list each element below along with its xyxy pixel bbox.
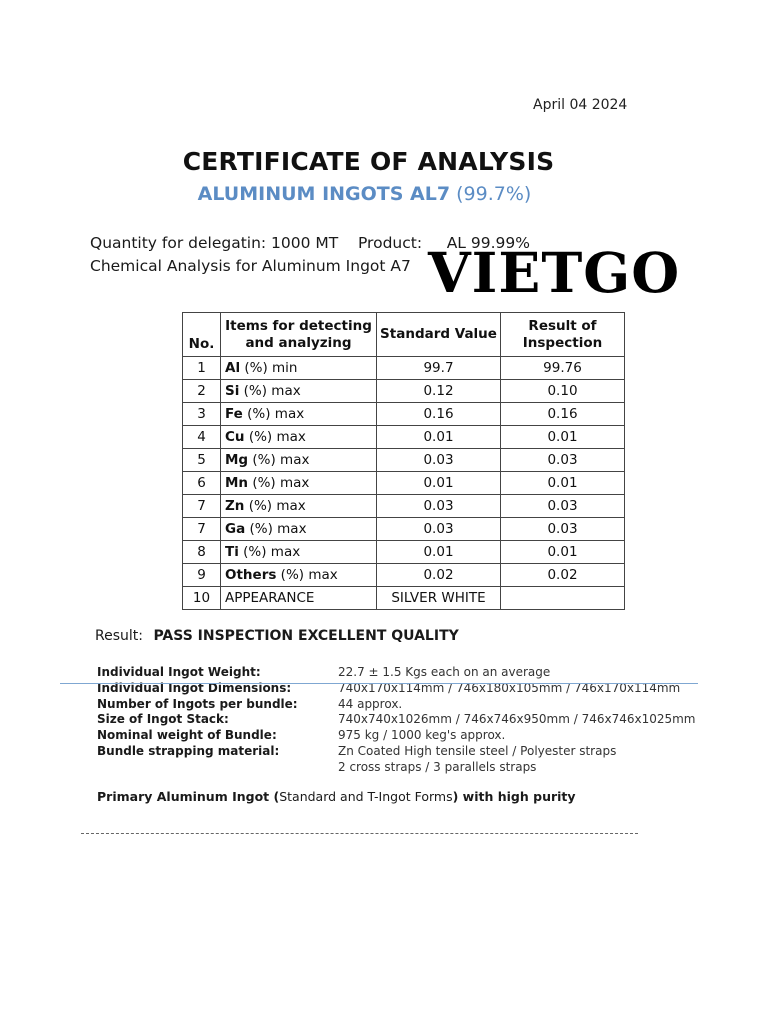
row-item: [221, 541, 377, 564]
spec-row: [97, 696, 402, 712]
inspection-result-value: 0.01: [501, 472, 625, 495]
header-item: Items for detecting and analyzing: [221, 313, 377, 357]
spec-label: Number of Ingots per bundle:: [97, 697, 298, 711]
item-suffix: (%) max: [248, 452, 310, 468]
inspection-result-value: 0.01: [501, 541, 625, 564]
item-suffix: (%) max: [248, 475, 310, 491]
subtitle-product: ALUMINUM INGOTS AL7: [197, 183, 451, 205]
standard-value: 0.01: [377, 472, 501, 495]
row-item: [221, 518, 377, 541]
spec-row: [97, 664, 550, 680]
table-row: [183, 403, 625, 426]
spec-row: [97, 759, 536, 775]
inspection-result: [95, 628, 459, 644]
item-suffix: APPEARANCE: [225, 590, 315, 606]
table-row: [183, 357, 625, 380]
spec-value: 975 kg / 1000 keg's approx.: [338, 728, 506, 742]
row-number: 8: [183, 541, 221, 564]
standard-value: 0.03: [377, 495, 501, 518]
spec-label: Bundle strapping material:: [97, 744, 280, 758]
inspection-result-value: 0.02: [501, 564, 625, 587]
blue-rule-line: [60, 683, 698, 684]
standard-value: 0.01: [377, 426, 501, 449]
item-suffix: (%) max: [242, 406, 305, 422]
dashed-separator: [81, 833, 638, 834]
row-number: 2: [183, 380, 221, 403]
element-symbol: Ti: [225, 544, 239, 560]
result-value: PASS INSPECTION EXCELLENT QUALITY: [153, 628, 459, 644]
quantity-product-line: Quantity for delegatin: 1000 MT Product: AL 99.99%: [90, 234, 530, 252]
standard-value: 99.7: [377, 357, 501, 380]
item-suffix: (%) max: [238, 544, 301, 560]
primary-note-part1: Primary Aluminum Ingot (: [97, 789, 280, 804]
analysis-table: [182, 312, 625, 610]
inspection-result-value: 0.03: [501, 449, 625, 472]
item-suffix: (%) max: [244, 429, 306, 445]
row-number: 5: [183, 449, 221, 472]
spec-label: Individual Ingot Weight:: [97, 665, 261, 679]
table-row: [183, 564, 625, 587]
row-item: [221, 357, 377, 380]
row-number: 4: [183, 426, 221, 449]
row-item: [221, 426, 377, 449]
element-symbol: Si: [225, 383, 240, 399]
row-item: [221, 403, 377, 426]
primary-note-part3: ) with high purity: [452, 789, 576, 804]
spec-value: 740x170x114mm / 746x180x105mm / 746x170x114mm: [338, 681, 681, 695]
element-symbol: Al: [225, 360, 241, 376]
standard-value: 0.16: [377, 403, 501, 426]
item-suffix: (%) max: [239, 383, 301, 399]
header-standard: Standard Value: [377, 313, 501, 357]
standard-value: 0.03: [377, 449, 501, 472]
row-number: 7: [183, 518, 221, 541]
standard-value: 0.12: [377, 380, 501, 403]
row-item: [221, 587, 377, 610]
item-suffix: (%) max: [276, 567, 338, 583]
row-number: 9: [183, 564, 221, 587]
inspection-result-value: 0.16: [501, 403, 625, 426]
table-row: [183, 518, 625, 541]
standard-value: 0.02: [377, 564, 501, 587]
table-row: [183, 587, 625, 610]
chemical-analysis-line: Chemical Analysis for Aluminum Ingot A7: [90, 257, 411, 275]
spec-value: 2 cross straps / 3 parallels straps: [338, 760, 537, 774]
row-item: [221, 449, 377, 472]
spec-label: Individual Ingot Dimensions:: [97, 681, 292, 695]
item-suffix: (%) max: [245, 521, 307, 537]
result-label: Result:: [95, 628, 143, 644]
row-number: 3: [183, 403, 221, 426]
row-number: 10: [183, 587, 221, 610]
row-item: [221, 495, 377, 518]
spec-value: 22.7 ± 1.5 Kgs each on an average: [338, 665, 551, 679]
primary-ingot-note: [97, 789, 576, 804]
header-no: No.: [183, 313, 221, 357]
row-number: 7: [183, 495, 221, 518]
table-row: [183, 449, 625, 472]
standard-value: 0.03: [377, 518, 501, 541]
spec-value: 740x740x1026mm / 746x746x950mm / 746x746x1025mm: [338, 712, 696, 726]
element-symbol: Others: [225, 567, 277, 583]
standard-value: SILVER WHITE: [377, 587, 501, 610]
table-row: [183, 541, 625, 564]
table-row: [183, 472, 625, 495]
row-number: 6: [183, 472, 221, 495]
element-symbol: Cu: [225, 429, 245, 445]
table-row: [183, 380, 625, 403]
inspection-result-value: [501, 587, 625, 610]
element-symbol: Zn: [225, 498, 245, 514]
spec-value: Zn Coated High tensile steel / Polyester straps: [338, 744, 617, 758]
subtitle-purity: (99.7%): [456, 183, 532, 205]
document-date: April 04 2024: [533, 97, 628, 113]
table-body: [183, 357, 625, 610]
element-symbol: Mg: [225, 452, 249, 468]
table-row: [183, 426, 625, 449]
element-symbol: Ga: [225, 521, 246, 537]
table-header-row: [183, 313, 625, 357]
primary-note-part2: Standard and T-Ingot Forms: [279, 789, 453, 804]
table-row: [183, 495, 625, 518]
row-item: [221, 564, 377, 587]
vietgo-watermark: VIETGO: [428, 240, 681, 305]
spec-row: [97, 743, 616, 759]
element-symbol: Mn: [225, 475, 249, 491]
inspection-result-value: 0.01: [501, 426, 625, 449]
spec-row: [97, 711, 696, 727]
element-symbol: Fe: [225, 406, 243, 422]
spec-label: Size of Ingot Stack:: [97, 712, 229, 726]
spec-row: [97, 727, 505, 743]
spec-label: Nominal weight of Bundle:: [97, 728, 277, 742]
inspection-result-value: 0.03: [501, 495, 625, 518]
certificate-subtitle: [0, 183, 729, 205]
spec-value: 44 approx.: [338, 697, 403, 711]
inspection-result-value: 0.10: [501, 380, 625, 403]
row-item: [221, 380, 377, 403]
item-suffix: (%) min: [240, 360, 298, 376]
inspection-result-value: 99.76: [501, 357, 625, 380]
inspection-result-value: 0.03: [501, 518, 625, 541]
standard-value: 0.01: [377, 541, 501, 564]
certificate-title: CERTIFICATE OF ANALYSIS: [182, 147, 555, 176]
header-result: Result of Inspection: [501, 313, 625, 357]
row-item: [221, 472, 377, 495]
item-suffix: (%) max: [244, 498, 306, 514]
row-number: 1: [183, 357, 221, 380]
